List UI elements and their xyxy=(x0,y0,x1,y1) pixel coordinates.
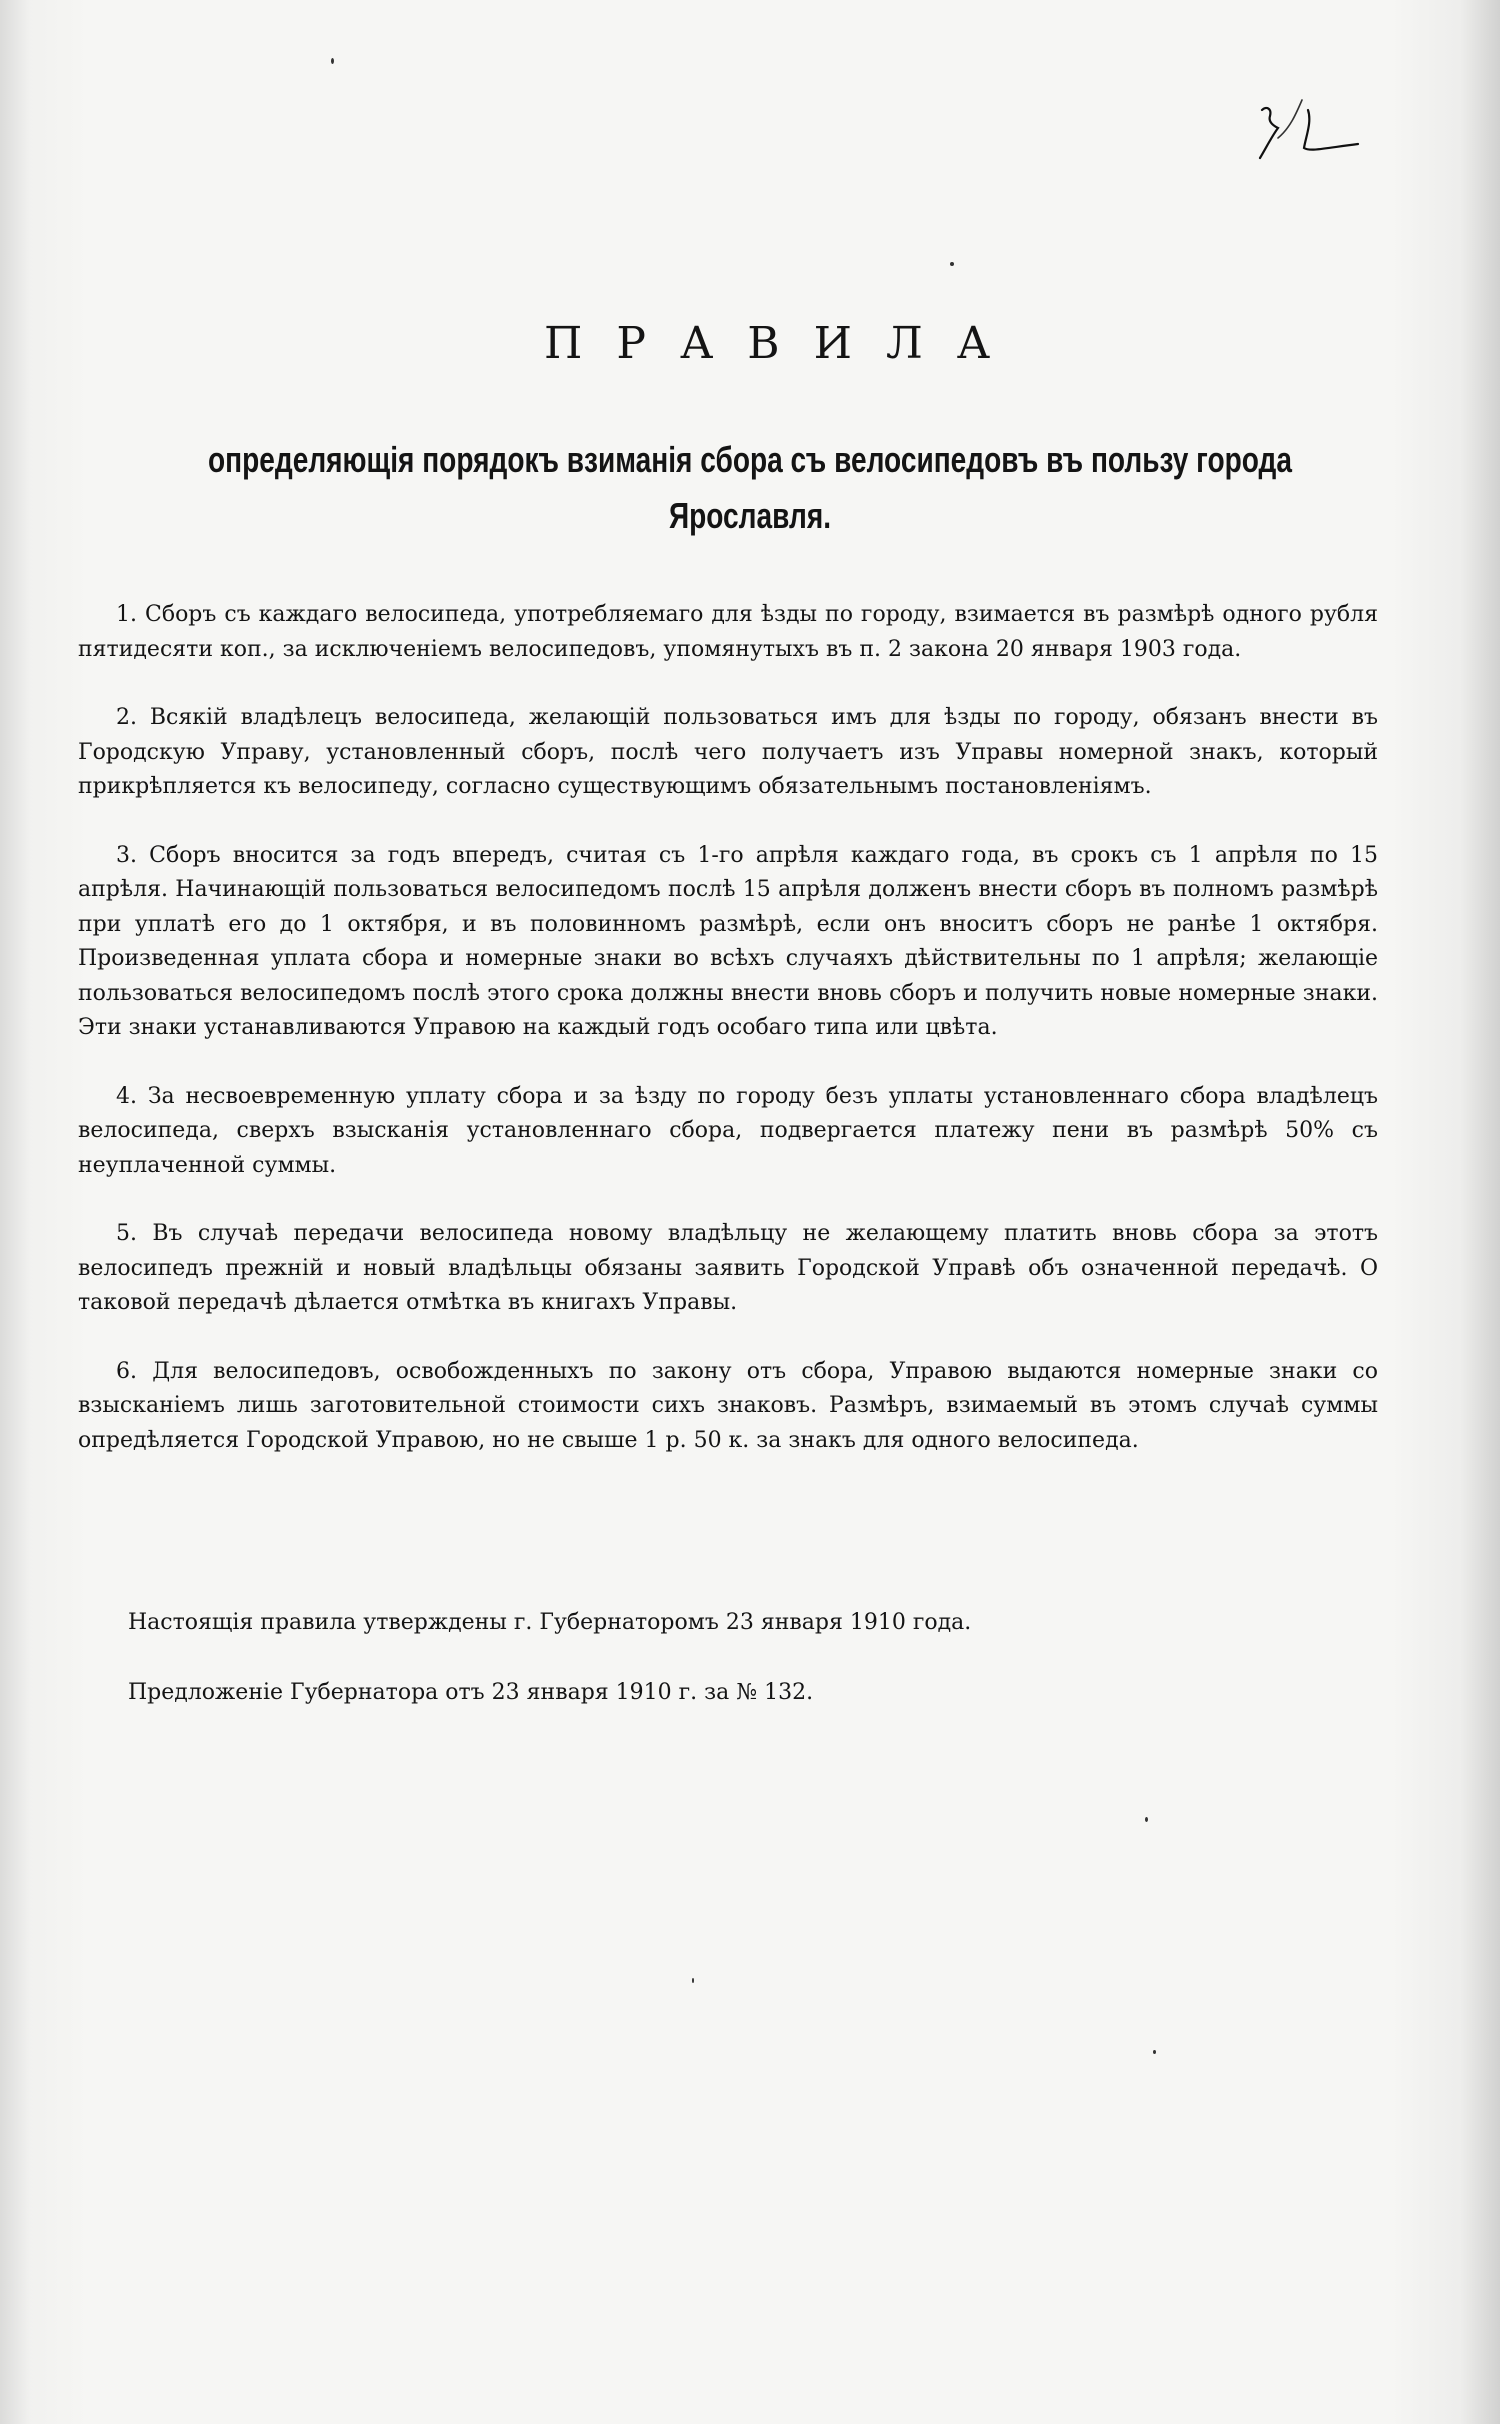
rule-paragraph-5 xyxy=(78,1217,1378,1321)
handwritten-folio-number xyxy=(1250,92,1370,172)
rule-paragraph-1 xyxy=(78,598,1378,667)
rule-paragraph-2 xyxy=(78,701,1378,805)
rule-number: 4. xyxy=(116,1083,137,1109)
rules-body xyxy=(78,598,1378,1492)
rule-number: 5. xyxy=(116,1221,137,1246)
rule-text: Въ случаѣ передачи велосипеда новому владѣльцу не желающему платить вновь сбора за этотъ велосипедъ прежній и новый владѣльцы обязаны заявить Городской Управѣ объ означенной передачѣ. О таковой передачѣ дѣлается отмѣтка въ книгахъ Управы. xyxy=(78,1221,1378,1315)
rule-paragraph-4 xyxy=(78,1080,1378,1184)
rule-paragraph-6 xyxy=(78,1355,1378,1459)
governor-proposal-note: Предложеніе Губернатора отъ 23 января 1910 г. за № 132. xyxy=(128,1680,814,1705)
rule-number: 3. xyxy=(116,842,137,868)
rule-text: Сборъ вносится за годъ впередъ, считая съ 1-го апрѣля каждаго года, въ срокъ съ 1 апрѣля по 15 апрѣля. Начинающій пользоваться велосипедомъ послѣ 15 апрѣля долженъ внести сборъ въ полномъ размѣрѣ при уплатѣ его до 1 октября, и въ половинномъ размѣрѣ, если онъ вноситъ сборъ не ранѣе 1 октября. Произведенная уплата сбора и номерные знаки во всѣхъ случаяхъ дѣйствительны по 1 апрѣля; желающіе пользоваться велосипедомъ послѣ этого срока должны внести вновь сборъ и получить новые номерные знаки. Эти знаки устанавливаются Управою на каждый годъ особаго типа или цвѣта. xyxy=(78,842,1379,1040)
document-subtitle: определяющія порядокъ взиманія сбора съ велосипедовъ въ пользу города Ярославля. xyxy=(208,439,1292,536)
rule-text: Всякій владѣлецъ велосипеда, желающій пользоваться имъ для ѣзды по городу, обязанъ внести въ Городскую Управу, установленный сборъ, послѣ чего получаетъ изъ Управы номерной знакъ, который прикрѣпляется къ велосипеду, согласно существующимъ обязательнымъ постановленіямъ. xyxy=(78,705,1378,799)
scan-speck xyxy=(1145,1817,1148,1822)
rule-number: 1. xyxy=(116,602,137,627)
rule-text: За несвоевременную уплату сбора и за ѣзду по городу безъ уплаты установленнаго сбора владѣлецъ велосипеда, сверхъ взысканія установленнаго сбора, подвергается платежу пени въ размѣрѣ 50% съ неуплаченной суммы. xyxy=(78,1083,1378,1178)
folio-handwriting-icon xyxy=(1250,92,1370,172)
document-title: ПРАВИЛА xyxy=(543,318,1025,369)
rule-paragraph-3 xyxy=(78,839,1378,1046)
approval-note: Настоящія правила утверждены г. Губернаторомъ 23 января 1910 года. xyxy=(128,1610,972,1635)
scan-speck xyxy=(950,262,954,266)
scan-speck xyxy=(692,1978,694,1983)
scan-speck xyxy=(1153,2050,1156,2054)
rule-text: Сборъ съ каждаго велосипеда, употребляемаго для ѣзды по городу, взимается въ размѣрѣ одного рубля пятидесяти коп., за исключеніемъ велосипедовъ, упомянутыхъ въ п. 2 закона 20 января 1903 года. xyxy=(78,602,1378,662)
rule-text: Для велосипедовъ, освобожденныхъ по закону отъ сбора, Управою выдаются номерные знаки со взысканіемъ лишь заготовительной стоимости сихъ знаковъ. Размѣръ, взимаемый въ этомъ случаѣ суммы опредѣляется Городской Управою, но не свыше 1 р. 50 к. за знакъ для одного велосипеда. xyxy=(78,1358,1378,1453)
scan-speck xyxy=(331,58,334,64)
rule-number: 2. xyxy=(116,705,137,730)
rule-number: 6. xyxy=(116,1358,137,1384)
